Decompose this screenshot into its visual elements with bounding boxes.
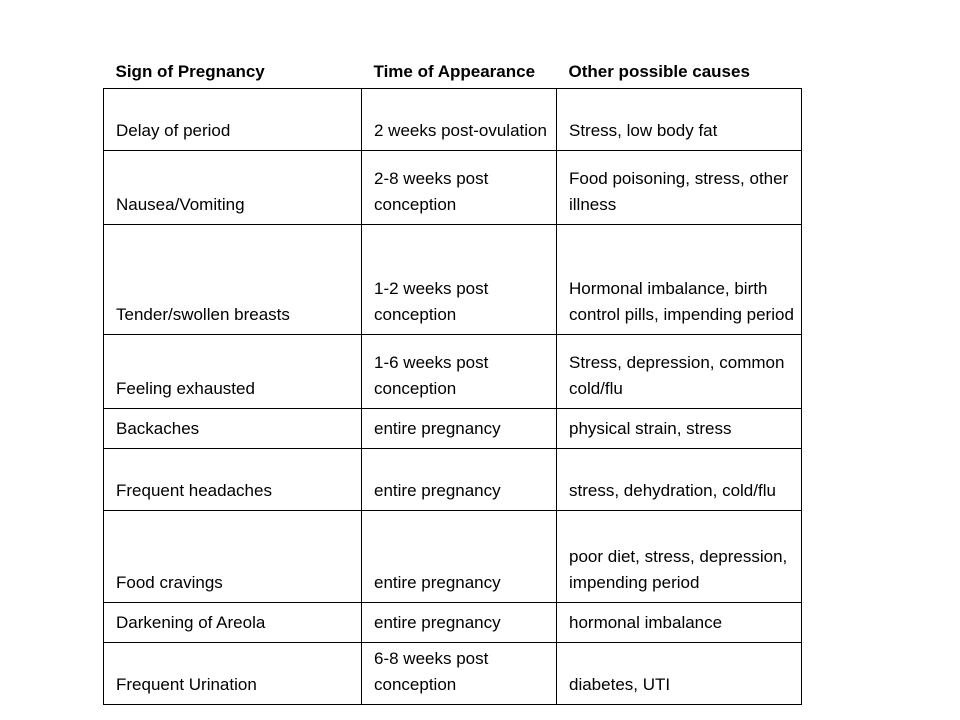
table-row	[104, 408, 802, 448]
cell-causes: poor diet, stress, depression, impending period	[557, 510, 802, 602]
cell-sign: Nausea/Vomiting	[104, 150, 362, 224]
cell-sign: Tender/swollen breasts	[104, 224, 362, 334]
cell-time: 1-2 weeks post conception	[362, 224, 557, 334]
cell-causes: hormonal imbalance	[557, 602, 802, 642]
cell-sign: Backaches	[104, 408, 362, 448]
table-row	[104, 224, 802, 334]
cell-time: 6-8 weeks post conception	[362, 642, 557, 704]
cell-sign: Feeling exhausted	[104, 334, 362, 408]
pregnancy-signs-table	[103, 26, 802, 705]
cell-time: entire pregnancy	[362, 602, 557, 642]
cell-time: 2-8 weeks post conception	[362, 150, 557, 224]
cell-sign: Frequent Urination	[104, 642, 362, 704]
table-row	[104, 510, 802, 602]
table-row	[104, 602, 802, 642]
cell-time: entire pregnancy	[362, 510, 557, 602]
table-header-row	[104, 26, 802, 88]
cell-causes: Food poisoning, stress, other illness	[557, 150, 802, 224]
cell-causes: diabetes, UTI	[557, 642, 802, 704]
cell-time: 2 weeks post-ovulation	[362, 88, 557, 150]
cell-causes: physical strain, stress	[557, 408, 802, 448]
table-row	[104, 88, 802, 150]
header-time: Time of Appearance	[373, 61, 536, 81]
cell-sign: Food cravings	[104, 510, 362, 602]
cell-causes: Stress, depression, common cold/flu	[557, 334, 802, 408]
cell-causes: Hormonal imbalance, birth control pills, impending period	[557, 224, 802, 334]
table-row	[104, 334, 802, 408]
cell-sign: Delay of period	[104, 88, 362, 150]
cell-time: 1-6 weeks post conception	[362, 334, 557, 408]
header-causes: Other possible causes	[568, 61, 750, 81]
table-row	[104, 642, 802, 704]
cell-sign: Frequent headaches	[104, 448, 362, 510]
cell-sign: Darkening of Areola	[104, 602, 362, 642]
cell-time: entire pregnancy	[362, 448, 557, 510]
table-row	[104, 448, 802, 510]
cell-time: entire pregnancy	[362, 408, 557, 448]
cell-causes: stress, dehydration, cold/flu	[557, 448, 802, 510]
cell-causes: Stress, low body fat	[557, 88, 802, 150]
table-row	[104, 150, 802, 224]
header-sign: Sign of Pregnancy	[115, 61, 265, 81]
